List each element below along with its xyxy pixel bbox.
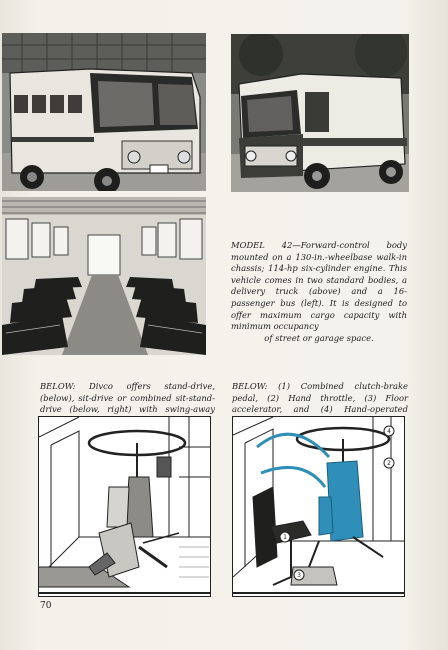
callout-2: 2 (387, 460, 391, 467)
bus-photo (2, 33, 206, 191)
sit-stand-drive-drawing (232, 416, 405, 597)
model-caption-last-line: of street or garage space. (264, 332, 374, 343)
model-caption-body: —Forward-control body mounted on a 130-in.-wheelbase walk-in chassis; 114-hp six-cylinder engine. This vehicle comes in two standard bodies, a delivery truck (above) and a 16-passenger bus (left). It is designed to offer maximum cargo capacity with minimum occupancy (231, 240, 407, 332)
model-caption-lead: MODEL 42 (231, 240, 293, 250)
callout-4: 4 (387, 428, 391, 435)
delivery-truck-photo (231, 34, 409, 192)
controls-caption: BELOW: (1) Combined clutch-brake pedal, (2) Hand throttle, (3) Floor accelerator, and (4) Hand-operated (232, 381, 408, 415)
callout-3: 3 (297, 572, 301, 579)
page-number: 70 (40, 601, 52, 611)
bus-interior-photo (2, 197, 206, 355)
model-42-caption (231, 240, 407, 344)
stand-drive-caption: BELOW: Divco offers stand-drive, (below), sit-drive or combined sit-stand-drive (below, right) with swing-away (40, 381, 215, 415)
callout-1: 1 (283, 534, 287, 541)
stand-drive-drawing (38, 416, 211, 597)
